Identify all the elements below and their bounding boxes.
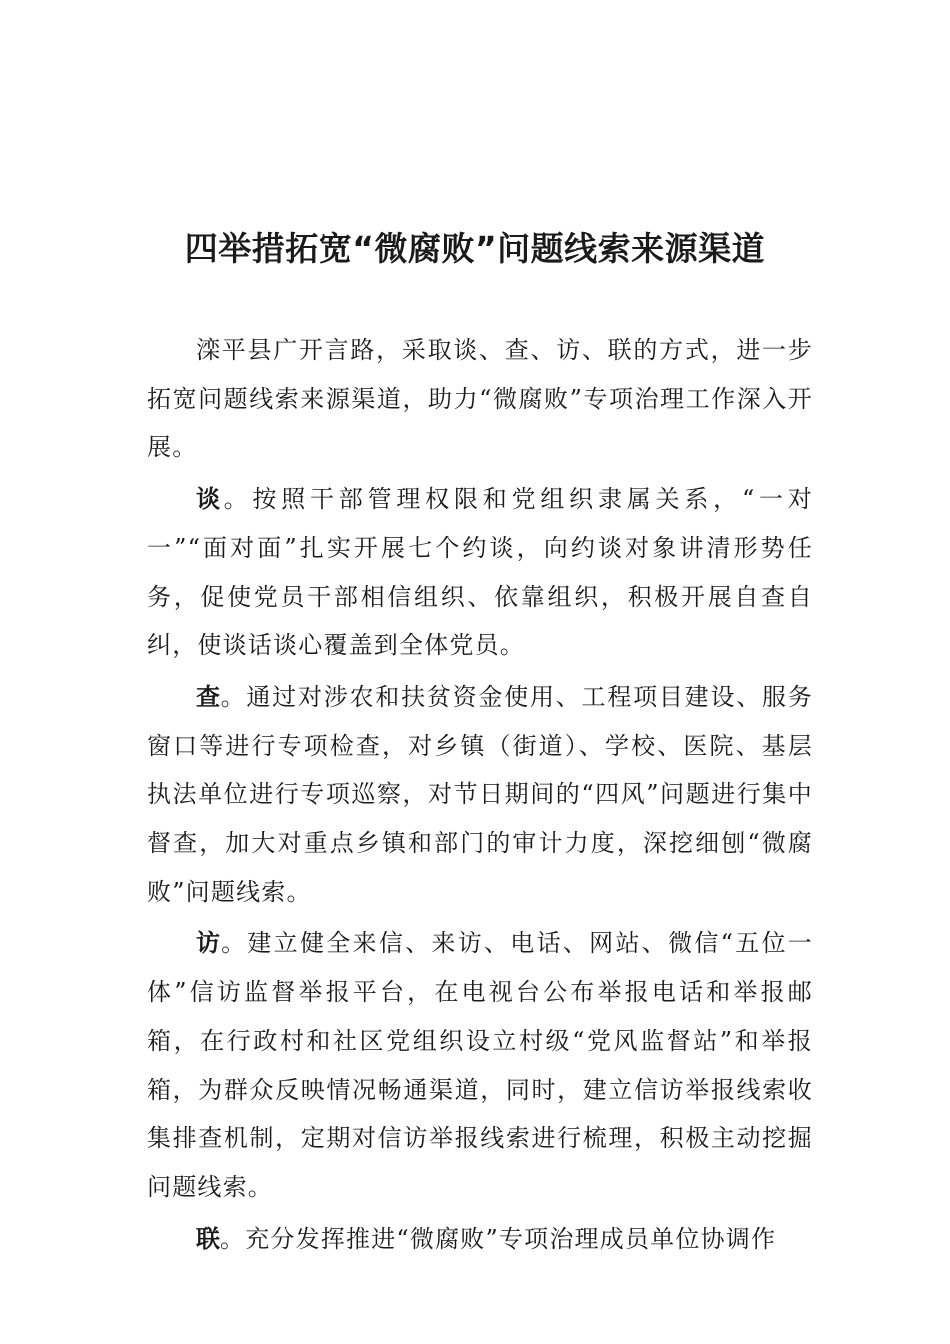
paragraph-lead-link: 联 [196, 1224, 220, 1253]
paragraph-lead-check: 查 [196, 682, 221, 711]
paragraph-text: 。充分发挥推进“微腐败”专项治理成员单位协调作 [220, 1224, 777, 1253]
paragraph-check [147, 673, 813, 917]
paragraph-text: 。通过对涉农和扶贫资金使用、工程项目建设、服务窗口等进行专项检查，对乡镇（街道）、学校、医院、基层执法单位进行专项巡察，对节日期间的“四风”问题进行集中督查，加大对重点乡镇和部门的审计力度，深挖细刨“微腐败”问题线索。 [147, 682, 814, 906]
paragraph-text: 滦平县广开言路，采取谈、查、访、联的方式，进一步拓宽问题线索来源渠道，助力“微腐败”专项治理工作深入开展。 [147, 336, 813, 462]
paragraph-lead-visit: 访 [196, 929, 222, 958]
paragraph-talk [147, 475, 813, 670]
paragraph-lead-talk: 谈 [196, 485, 224, 514]
paragraph-intro [147, 326, 813, 472]
paragraph-text: 。按照干部管理权限和党组织隶属关系，“一对一”“面对面”扎实开展七个约谈，向约谈对象讲清形势任务，促使党员干部相信组织、依靠组织，积极开展自查自纠，使谈话谈心覆盖到全体党员。 [147, 485, 814, 660]
paragraph-link [147, 1215, 813, 1264]
document-body [147, 326, 813, 1263]
paragraph-text: 。建立健全来信、来访、电话、网站、微信“五位一体”信访监督举报平台，在电视台公布举报电话和举报邮箱，在行政村和社区党组织设立村级“党风监督站”和举报箱，为群众反映情况畅通渠道，同时，建立信访举报线索收集排查机制，定期对信访举报线索进行梳理，积极主动挖掘问题线索。 [147, 929, 813, 1201]
paragraph-visit [147, 919, 813, 1211]
document-title: 四举措拓宽“微腐败”问题线索来源渠道 [184, 229, 766, 268]
